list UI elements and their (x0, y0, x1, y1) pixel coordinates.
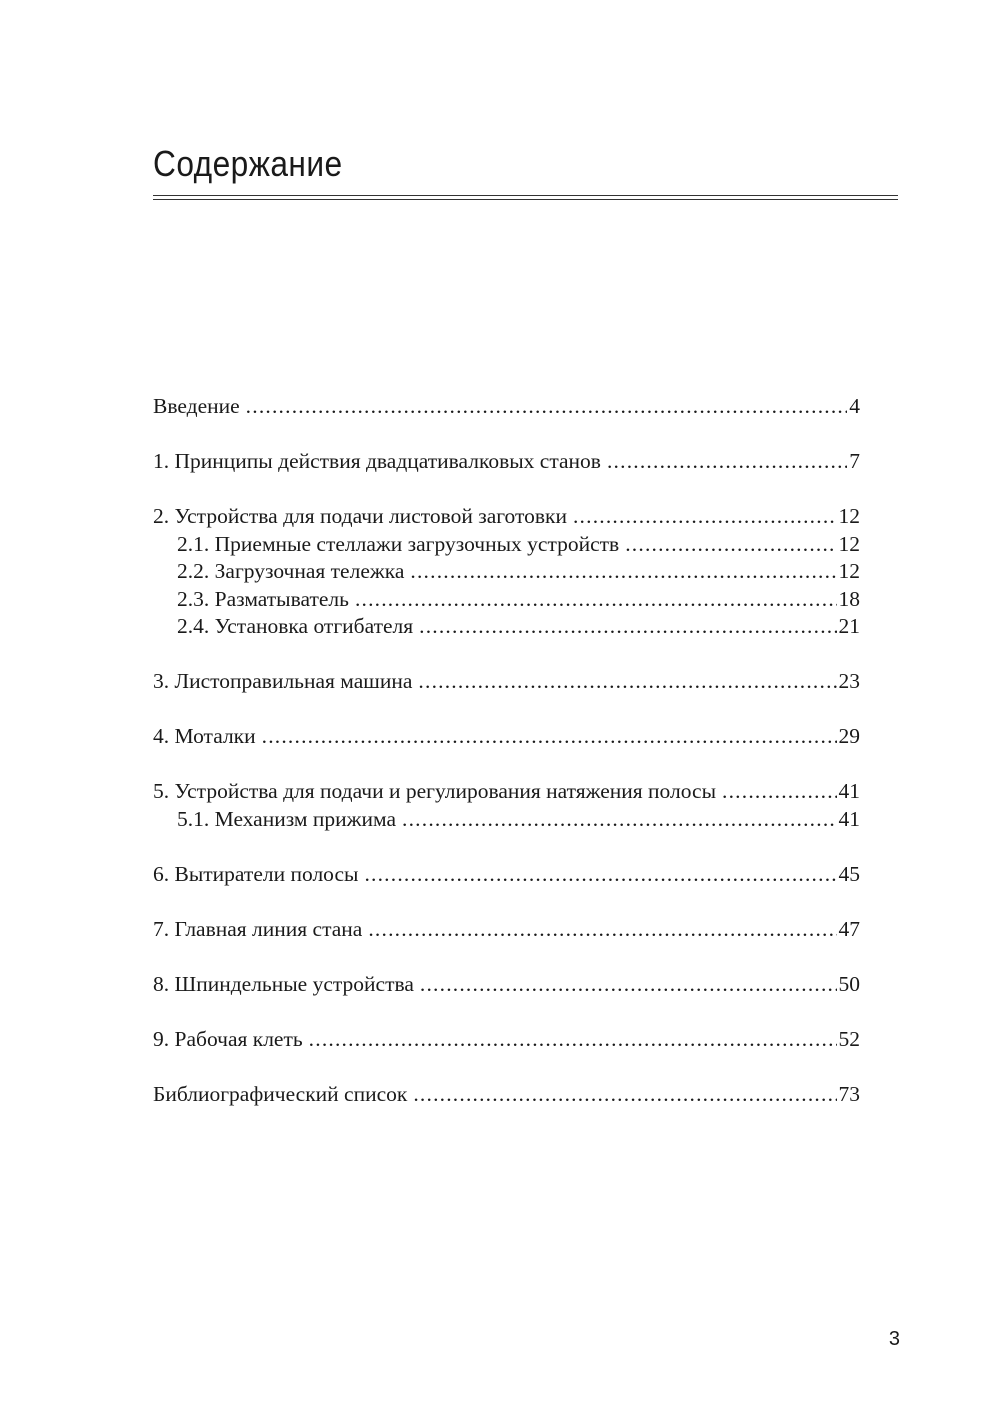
toc-entry-title: 3. Листоправильная машина (153, 669, 413, 693)
toc-entry-title: 4. Моталки (153, 724, 256, 748)
dot-leader (607, 448, 847, 476)
toc-entry-title: 2.3. Разматыватель (177, 586, 349, 611)
dot-leader (262, 723, 837, 751)
toc-entry-introduction[interactable] (153, 393, 860, 421)
toc-entry-page: 4 (849, 394, 860, 418)
toc-group-chapter-6 (153, 861, 860, 889)
toc-entry-section-2-2[interactable] (153, 558, 860, 586)
toc-entry-section-2-4[interactable] (153, 613, 860, 641)
toc-group-chapter-3 (153, 668, 860, 696)
toc-group-bibliography (153, 1081, 860, 1109)
toc-entry-section-2-1[interactable] (153, 531, 860, 559)
toc-entry-title: Библиографический список (153, 1081, 408, 1106)
title-rule-top (153, 195, 898, 196)
toc-entry-chapter-5[interactable] (153, 778, 860, 806)
toc-entry-page: 7 (849, 449, 860, 473)
dot-leader (246, 393, 848, 421)
toc-entry-page: 52 (838, 1026, 860, 1051)
toc-entry-title: 2.1. Приемные стеллажи загрузочных устройств (177, 531, 620, 556)
page-number: 3 (888, 1328, 900, 1350)
toc-entry-page: 50 (838, 971, 860, 996)
toc-group-chapter-8 (153, 971, 860, 999)
toc-entry-page: 47 (838, 916, 860, 941)
toc-group-chapter-5 (153, 778, 860, 833)
dot-leader (418, 668, 836, 696)
toc-entry-chapter-6[interactable] (153, 861, 860, 889)
dot-leader (402, 806, 836, 834)
toc-entry-page: 12 (838, 504, 860, 528)
toc-entry-page: 45 (838, 861, 860, 886)
toc-entry-page: 73 (838, 1081, 860, 1106)
toc-entry-title: 9. Рабочая клеть (153, 1026, 303, 1051)
toc-entry-title: 5. Устройства для подачи и регулирования натяжения полосы (153, 779, 717, 803)
toc-entry-chapter-3[interactable] (153, 668, 860, 696)
toc-entry-title: 6. Вытиратели полосы (153, 861, 359, 886)
toc-entry-page: 18 (838, 586, 860, 611)
dot-leader (625, 531, 836, 559)
toc-entry-title: 7. Главная линия стана (153, 916, 363, 941)
dot-leader (420, 971, 837, 999)
toc-group-chapter-7 (153, 916, 860, 944)
page-title: Содержание (153, 143, 343, 184)
toc-entry-chapter-9[interactable] (153, 1026, 860, 1054)
toc-entry-page: 12 (838, 559, 860, 583)
toc-entry-section-5-1[interactable] (153, 806, 860, 834)
toc-entry-title: 1. Принципы действия двадцативалковых станов (153, 449, 601, 473)
toc-entry-chapter-1[interactable] (153, 448, 860, 476)
table-of-contents (153, 393, 860, 1136)
toc-group-introduction (153, 393, 860, 421)
toc-group-chapter-9 (153, 1026, 860, 1054)
toc-entry-chapter-7[interactable] (153, 916, 860, 944)
dot-leader (309, 1026, 837, 1054)
toc-group-chapter-4 (153, 723, 860, 751)
dot-leader (722, 778, 836, 806)
toc-entry-title: 2. Устройства для подачи листовой заготовки (153, 504, 567, 528)
dot-leader (364, 861, 836, 889)
toc-entry-bibliography[interactable] (153, 1081, 860, 1109)
toc-entry-page: 41 (838, 806, 860, 831)
toc-entry-title: 2.4. Установка отгибателя (177, 614, 414, 638)
toc-entry-page: 29 (838, 724, 860, 748)
toc-group-chapter-2 (153, 503, 860, 641)
toc-entry-page: 12 (838, 531, 860, 556)
title-rule-bottom (153, 199, 898, 200)
toc-entry-section-2-3[interactable] (153, 586, 860, 614)
toc-entry-chapter-4[interactable] (153, 723, 860, 751)
toc-entry-chapter-2[interactable] (153, 503, 860, 531)
toc-entry-title: Введение (153, 394, 240, 418)
toc-entry-page: 41 (838, 779, 860, 803)
dot-leader (419, 613, 836, 641)
dot-leader (410, 558, 836, 586)
toc-entry-page: 23 (838, 669, 860, 693)
toc-entry-title: 8. Шпиндельные устройства (153, 971, 414, 996)
toc-entry-page: 21 (838, 614, 860, 638)
dot-leader (573, 503, 837, 531)
toc-group-chapter-1 (153, 448, 860, 476)
dot-leader (368, 916, 836, 944)
toc-entry-title: 5.1. Механизм прижима (177, 806, 397, 831)
toc-entry-chapter-8[interactable] (153, 971, 860, 999)
toc-entry-title: 2.2. Загрузочная тележка (177, 559, 405, 583)
dot-leader (355, 586, 837, 614)
dot-leader (413, 1081, 836, 1109)
